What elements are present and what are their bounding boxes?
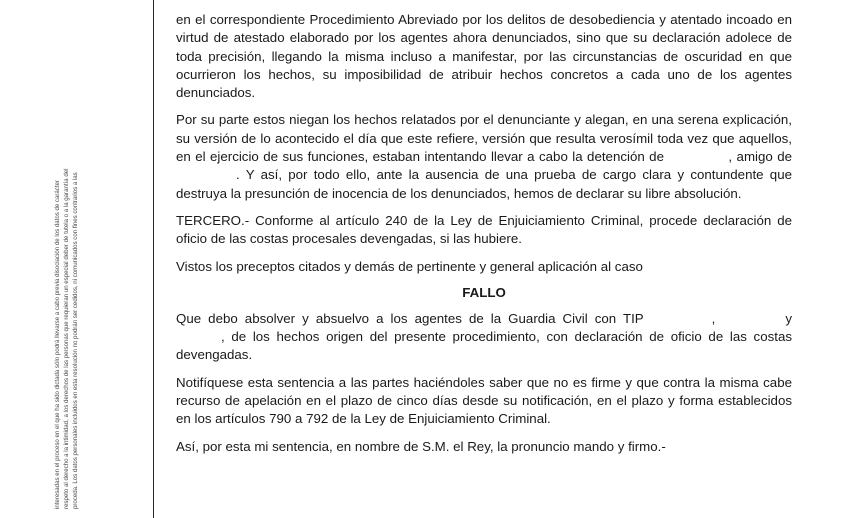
paragraph-text: y bbox=[785, 310, 792, 326]
paragraph-text: Por su parte estos niegan los hechos relatados por el denunciante y alegan, en una serena explicación, su versión de lo acontecido el día que este refiere, versión que resulta verosímil toda vez que aquellos, en el ejercicio de sus funciones, estaban intentando llevar a cabo la detención de bbox=[176, 112, 792, 165]
paragraph-firma: Así, por esta mi sentencia, en nombre de S.M. el Rey, la pronuncio mando y firmo.- bbox=[176, 438, 666, 454]
paragraph-notifiquese: Notifíquese esta sentencia a las partes haciéndoles saber que no es firme y que contra la misma cabe recurso de apelación en el plazo de cinco días desde su notificación, en el plazo y forma establecidos en los artículos 790 a 792 de la Ley de Enjuiciamiento Criminal. bbox=[176, 374, 792, 427]
margin-note-line: proceda. Los datos personales incluidos en esta resolución no podrán ser cedidos, ni comunicados con fines contrarios a las bbox=[72, 172, 79, 509]
margin-note-line: respeto al derecho a la intimidad, a los derechos de las personas que requieran un especial deber de tutela o a la garantía del bbox=[63, 168, 70, 509]
margin-divider-line bbox=[153, 0, 154, 518]
paragraph-tercero: TERCERO.- Conforme al artículo 240 de la Ley de Enjuiciamiento Criminal, procede declaración de oficio de las costas procesales devengadas, si las hubiere. bbox=[176, 212, 792, 247]
margin-legal-notice bbox=[54, 0, 116, 518]
paragraph-text: , amigo de bbox=[728, 149, 793, 165]
heading-fallo: FALLO bbox=[462, 284, 506, 300]
paragraph-text: , bbox=[711, 310, 716, 326]
paragraph-text: , de los hechos origen del presente procedimiento, con declaración de oficio de las costas devengadas. bbox=[176, 329, 792, 363]
paragraph-oscuridad: en el correspondiente Procedimiento Abreviado por los delitos de desobediencia y atentado incoado en virtud de atestado elaborado por los agentes ahora denunciados, sino que su declaración adolece de toda precisión, llegando la misma incluso a manifestar, por las circunstancias de oscuridad en que ocurrieron los hechos, su imposibilidad de atribuir hechos concretos a cada uno de los agentes denunciados. bbox=[176, 12, 792, 101]
paragraph-fallo bbox=[176, 310, 792, 365]
paragraph-text: . Y así, por todo ello, ante la ausencia de una prueba de cargo clara y contundente que destruya la presunción de inocencia de los denunciados, hemos de declarar su libre absolución. bbox=[176, 167, 792, 201]
paragraph-vistos: Vistos los preceptos citados y demás de pertinente y general aplicación al caso bbox=[176, 258, 643, 274]
paragraph-version-agentes bbox=[176, 111, 792, 202]
paragraph-text: Que debo absolver y absuelvo a los agentes de la Guardia Civil con TIP bbox=[176, 310, 644, 326]
document-body bbox=[176, 11, 792, 465]
margin-note-line: interesadas en el proceso en el que ha sido dictada sólo podrá llevarse a cabo previa disociación de los datos de carácter bbox=[54, 180, 61, 509]
